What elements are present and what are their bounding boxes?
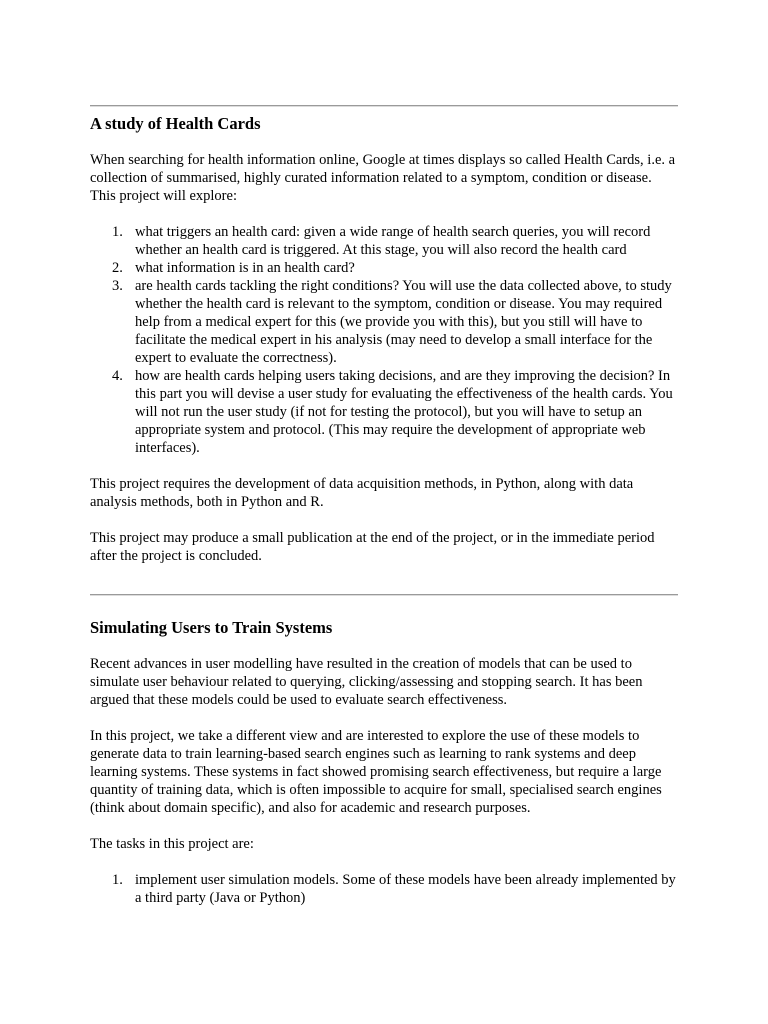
health-cards-task-list (90, 223, 680, 457)
paragraph-publication: This project may produce a small publication at the end of the project, or in the immediate period after the project is concluded. (90, 530, 655, 564)
list-item-number: 1. (112, 224, 123, 240)
horizontal-rule-top (90, 105, 678, 107)
list-item-text: implement user simulation models. Some of these models have been already implemented by a third party (Java or Python) (135, 872, 676, 906)
paragraph-project-explore: This project will explore: (90, 188, 237, 204)
list-item (90, 259, 680, 277)
list-item (90, 277, 680, 367)
list-item (90, 367, 680, 457)
list-item-number: 4. (112, 368, 123, 384)
paragraph-health-cards-intro: When searching for health information online, Google at times displays so called Health Cards, i.e. a collection of summarised, highly curated information related to a symptom, condition or disease. (90, 152, 676, 186)
list-item (90, 223, 680, 259)
paragraph-requirements: This project requires the development of data acquisition methods, in Python, along with data analysis methods, both in Python and R. (90, 476, 634, 510)
list-item-text: what information is in an health card? (135, 260, 355, 276)
list-item-number: 3. (112, 278, 123, 294)
document-page (90, 0, 680, 907)
section-title-simulating-users: Simulating Users to Train Systems (90, 618, 333, 637)
list-item-number: 1. (112, 872, 123, 888)
list-item-text: what triggers an health card: given a wide range of health search queries, you will record whether an health card is triggered. At this stage, you will also record the health card (135, 224, 651, 258)
list-item-text: are health cards tackling the right conditions? You will use the data collected above, to study whether the health card is relevant to the symptom, condition or disease. You may required help from a medical expert for this (we provide you with this), but you still will have to facilitate the medical expert in his analysis (may need to develop a small interface for the expert to evaluate the correctness). (135, 278, 672, 366)
section-title-health-cards: A study of Health Cards (90, 114, 261, 133)
simulation-task-list (90, 871, 680, 907)
paragraph-different-view: In this project, we take a different view and are interested to explore the use of these models to generate data to train learning-based search engines such as learning to rank systems and deep learning systems. These systems in fact showed promising search effectiveness, but require a large quantity of training data, which is often impossible to acquire for small, specialised search engines (think about domain specific), and also for academic and research purposes. (90, 728, 662, 816)
list-item-text: how are health cards helping users taking decisions, and are they improving the decision? In this part you will devise a user study for evaluating the effectiveness of the health cards. You will not run the user study (if not for testing the protocol), but you will have to setup an appropriate system and protocol. (This may require the development of appropriate web interfaces). (135, 368, 673, 456)
paragraph-tasks-intro: The tasks in this project are: (90, 836, 254, 852)
list-item (90, 871, 680, 907)
horizontal-rule-middle (90, 594, 678, 596)
list-item-number: 2. (112, 260, 123, 276)
paragraph-user-modelling: Recent advances in user modelling have resulted in the creation of models that can be used to simulate user behaviour related to querying, clicking/assessing and stopping search. It has been argued that these models could be used to evaluate search effectiveness. (90, 656, 643, 708)
